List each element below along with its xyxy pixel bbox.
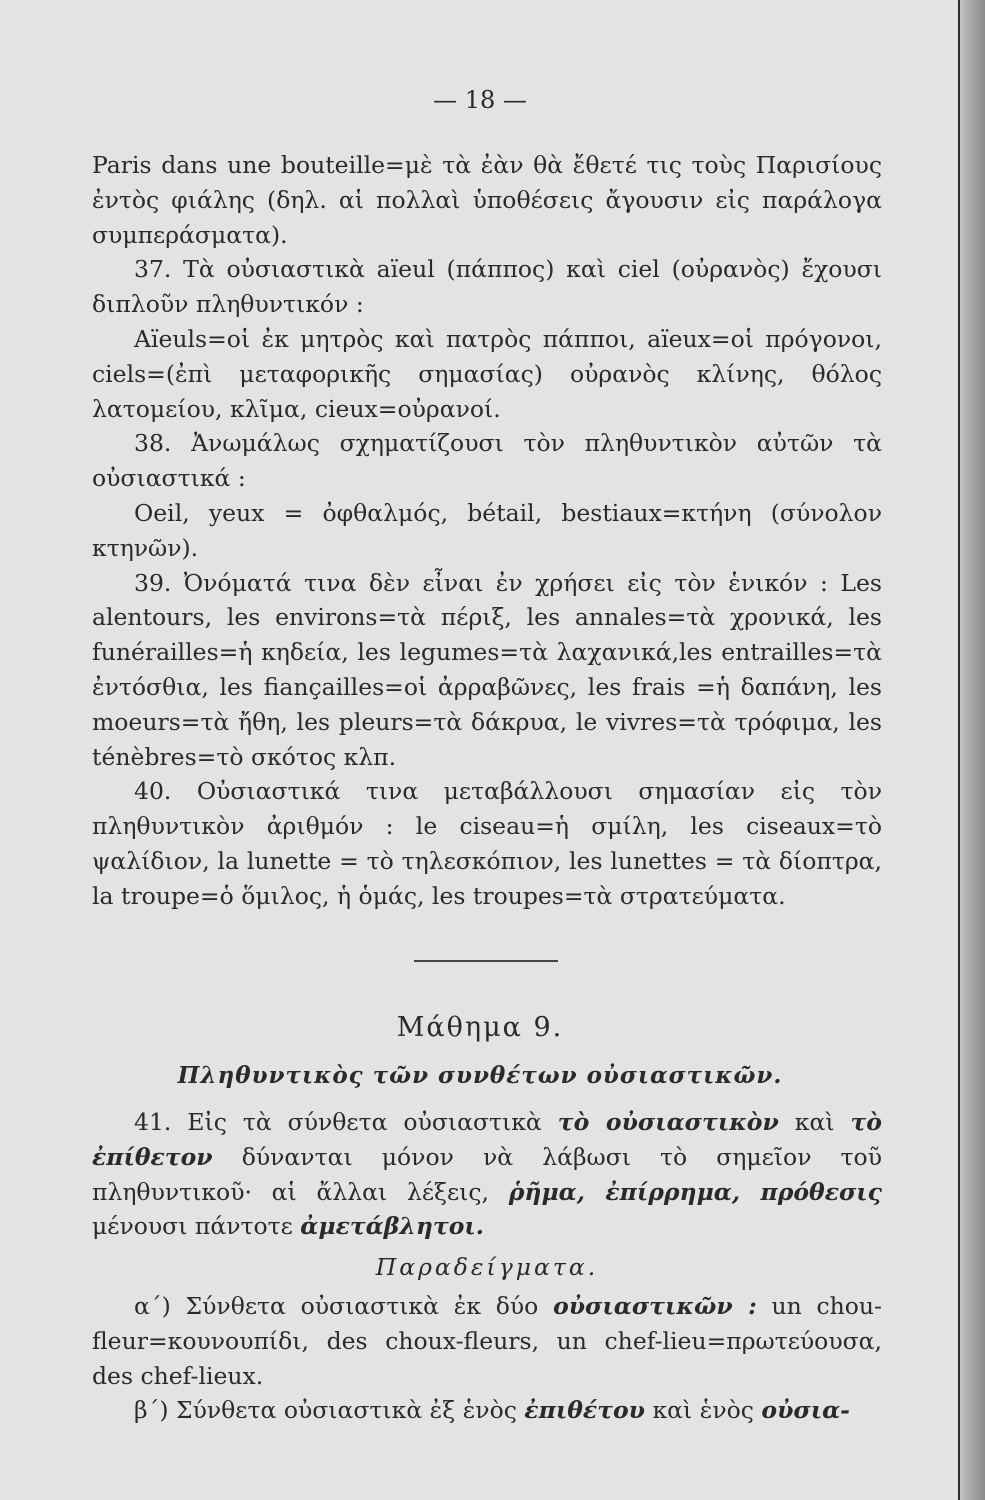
example-a-text-1: α΄) Σύνθετα οὐσιαστικὰ ἐκ δύο: [134, 1291, 554, 1320]
p41-text-4: μένουσι πάντοτε: [92, 1212, 301, 1241]
p41-terms-other: ῥῆμα, ἐπίρρημα, πρόθεσις: [508, 1177, 882, 1206]
top-text-block: [92, 148, 882, 914]
section-divider: [414, 960, 558, 962]
examples-title: Παραδείγματα.: [375, 1253, 599, 1282]
paragraph-39: 39. Ὀνόματά τινα δὲν εἶναι ἐν χρήσει εἰς τὸν ἑνικόν : Les alentours, les environs=τὰ πέριξ, les annales=τὰ χρονικά, les funérailles=ἡ κηδεία, les legumes=τὰ λαχανικά,les entrailles=τὰ ἐντόσθια, les fiançailles=οἱ ἀρραβῶνες, les frais =ἡ δαπάνη, les moeurs=τὰ ἤθη, les pleurs=τὰ δάκρυα, le vivres=τὰ τρόφιμα, les ténèbres=τὸ σκότος κλπ.: [92, 568, 882, 771]
example-a: [92, 1289, 882, 1393]
lesson-heading: Μάθημα 9.: [396, 1012, 564, 1043]
page-edge: [958, 0, 985, 1500]
example-b-text-2: καὶ ἑνὸς: [645, 1396, 762, 1425]
paragraph-paris: Paris dans une bouteille=μὲ τὰ ἐὰν θὰ ἔθετέ τις τοὺς Παρισίους ἐντὸς φιάλης (δηλ. αἱ πολλαὶ ὑποθέσεις ἄγουσιν εἰς παράλογα συμπεράσματα).: [92, 151, 882, 249]
paragraph-41: [92, 1105, 882, 1244]
p41-text-2: καὶ: [778, 1108, 851, 1136]
paragraph-37-plurals: Aïeuls=οἱ ἐκ μητρὸς καὶ πατρὸς πάπποι, aïeux=οἱ πρόγονοι, ciels=(ἐπὶ μεταφορικῆς σημασίας) οὐρανὸς κλίνης, θόλος λατομείου, κλῖμα, cieux=οὐρανοί.: [92, 324, 882, 423]
example-b-term-1: ἐπιθέτου: [524, 1396, 645, 1425]
lesson-text-block: [92, 1105, 882, 1428]
p41-term-adjective: τὸ ἐπίθετον: [92, 1108, 882, 1171]
p41-text-3: δύνανται μόνον νὰ λάβωσι τὸ σημεῖον τοῦ πληθυντικοῦ· αἱ ἄλλαι λέξεις,: [92, 1142, 882, 1206]
p41-term-noun: τὸ οὐσιαστικὸν: [557, 1108, 779, 1136]
example-b-text-1: β΄) Σύνθετα οὐσιαστικὰ ἐξ ἑνὸς: [134, 1396, 525, 1425]
example-b: [92, 1393, 882, 1428]
paragraph-38: 38. Ἀνωμάλως σχηματίζουσι τὸν πληθυντικὸν αὐτῶν τὰ οὐσιαστικά :: [92, 429, 882, 493]
example-a-term: οὐσιαστικῶν :: [553, 1291, 757, 1320]
paragraph-40: 40. Οὐσιαστικά τινα μεταβάλλουσι σημασίαν εἰς τὸν πληθυντικὸν ἀριθμόν : le ciseau=ἡ σμίλη, les ciseaux=τὸ ψαλίδιον, la lunette = τὸ τηλεσκόπιον, les lunettes = τὰ δίοπτρα, la troupe=ὁ ὅμιλος, ἡ ὁμάς, les troupes=τὰ στρατεύματα.: [92, 777, 882, 910]
paragraph-38-examples: Oeil, yeux = ὀφθαλμός, bétail, bestiaux=κτήνη (σύνολον κτηνῶν).: [92, 498, 882, 562]
example-a-text-2: un chou-fleur=κουνουπίδι, des choux-fleurs, un chef-lieu=πρωτεύουσα, des chef-lieux.: [92, 1291, 882, 1390]
example-b-term-2: οὐσια-: [761, 1396, 850, 1425]
paragraph-37: 37. Τὰ οὐσιαστικὰ aïeul (πάππος) καὶ ciel (οὐρανὸς) ἔχουσι διπλοῦν πληθυντικόν :: [92, 255, 882, 319]
lesson-subheading: Πληθυντικὸς τῶν συνθέτων οὐσιαστικῶν.: [177, 1062, 783, 1089]
p41-term-invariable: ἀμετάβλητοι.: [300, 1212, 484, 1241]
p41-text-1: 41. Εἰς τὰ σύνθετα οὐσιαστικὰ: [134, 1108, 558, 1136]
page-number: — 18 —: [433, 86, 527, 114]
